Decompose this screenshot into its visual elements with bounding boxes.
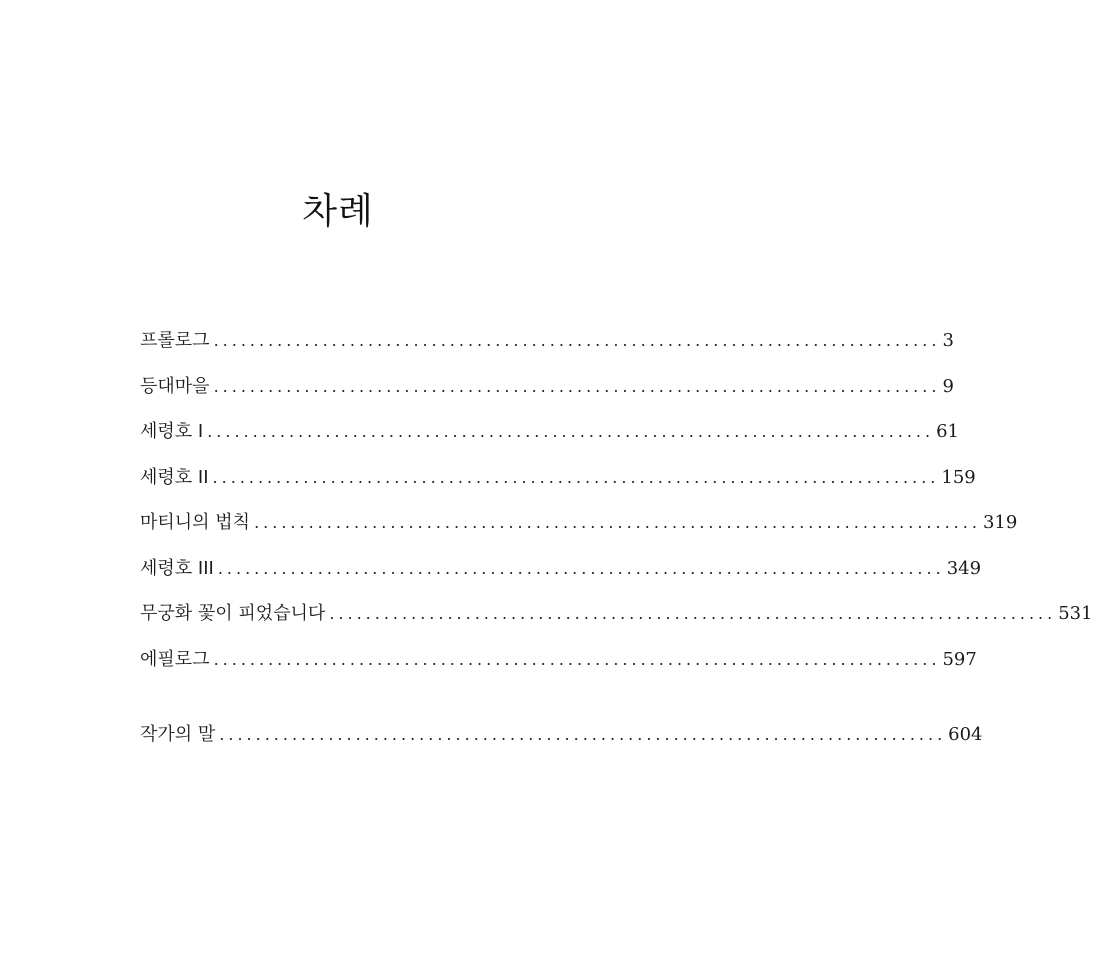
table-of-contents xyxy=(140,328,1093,768)
toc-leader-dots: ................................................................................ xyxy=(329,604,1057,623)
toc-leader-dots: ................................................................................ xyxy=(213,376,941,396)
toc-entry-page: 531 xyxy=(1058,603,1093,624)
toc-leader-dots: ................................................................................ xyxy=(213,331,941,350)
toc-entry-author-note xyxy=(140,722,983,768)
toc-entry-mugunghwa xyxy=(140,601,1093,647)
toc-entry-prologue xyxy=(140,328,954,374)
toc-entry-page: 319 xyxy=(982,512,1018,533)
toc-leader-dots: ................................................................................ xyxy=(213,649,941,669)
toc-entry-epilogue xyxy=(140,647,977,693)
toc-entry-label: 등대마을 xyxy=(140,375,210,397)
toc-entry-label: 세령호 I xyxy=(140,421,204,442)
toc-leader-dots: ................................................................................ xyxy=(219,725,947,744)
toc-entry-label: 작가의 말 xyxy=(140,724,216,745)
toc-entry-lighthouse-village xyxy=(140,374,954,420)
toc-entry-page: 597 xyxy=(942,648,977,670)
toc-entry-label: 무궁화 꽃이 피었습니다 xyxy=(140,603,326,624)
toc-entry-martini-rule xyxy=(140,510,1018,556)
toc-entry-seryeongho-2 xyxy=(140,465,976,511)
toc-entry-page: 3 xyxy=(942,330,954,351)
toc-entry-label: 에필로그 xyxy=(140,648,210,670)
toc-entry-page: 9 xyxy=(942,375,954,397)
toc-entry-label: 세령호 II xyxy=(140,466,209,488)
toc-entry-page: 604 xyxy=(948,724,983,745)
toc-leader-dots: ................................................................................ xyxy=(207,422,935,441)
page-title: 차례 xyxy=(302,191,374,232)
toc-entry-label: 세령호 III xyxy=(140,557,214,579)
toc-leader-dots: ................................................................................ xyxy=(254,513,981,532)
toc-entry-seryeongho-1 xyxy=(140,419,959,465)
toc-entry-page: 159 xyxy=(941,466,976,488)
toc-entry-page: 349 xyxy=(946,557,982,579)
toc-leader-dots: ................................................................................ xyxy=(212,467,940,487)
toc-entry-page: 61 xyxy=(936,421,959,442)
toc-entry-label: 프롤로그 xyxy=(140,330,210,351)
toc-leader-dots: ................................................................................ xyxy=(217,558,945,578)
toc-entry-seryeongho-3 xyxy=(140,556,982,602)
toc-entry-label: 마티니의 법칙 xyxy=(140,512,251,533)
